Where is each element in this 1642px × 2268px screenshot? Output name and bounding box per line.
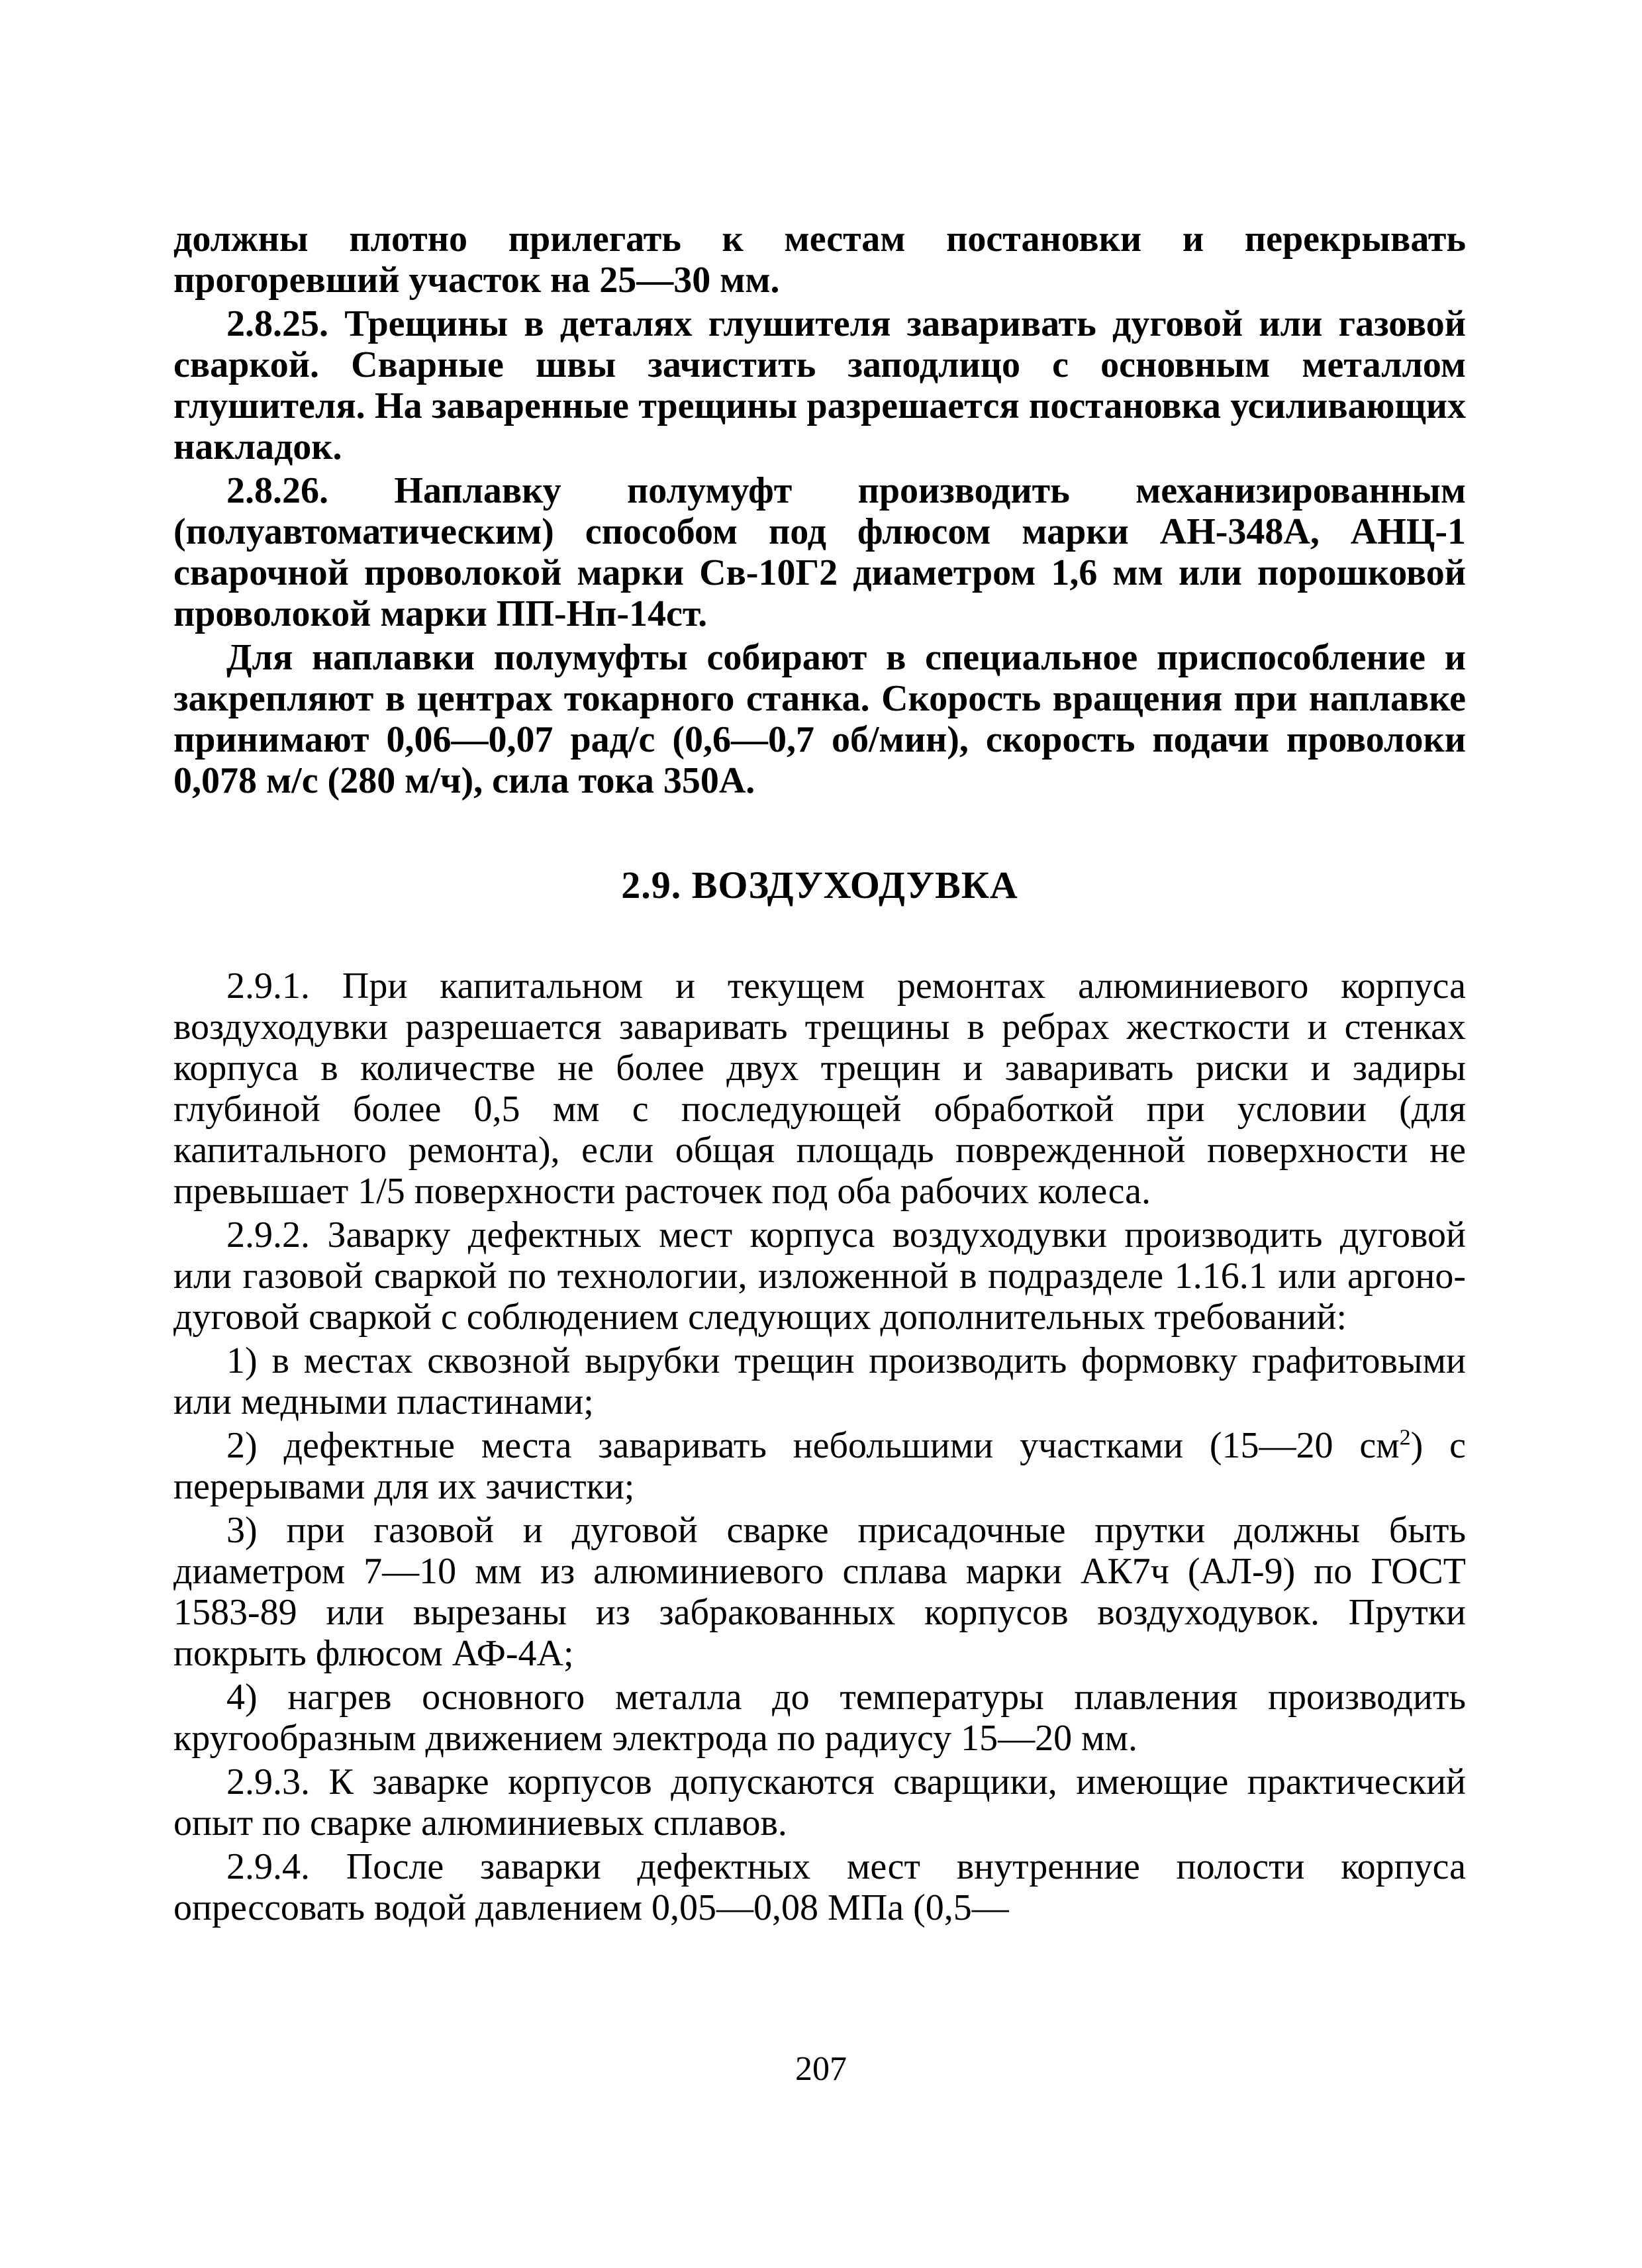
paragraph-2-8-25: 2.8.25. Трещины в деталях глушителя заваривать дуговой или газовой сваркой. Сварные швы зачистить заподлицо с основным металлом глушителя. На заваренные трещины разрешается постановка усиливающих накладок. [173,303,1466,468]
paragraph-2-8-26-continued: Для наплавки полумуфты собирают в специальное приспособление и закрепляют в центрах токарного станка. Скорость вращения при наплавке принимают 0,06—0,07 рад/с (0,6—0,7 об/мин), скорость подачи проволоки 0,078 м/с (280 м/ч), сила тока 350А. [173,637,1466,801]
superscript-2: 2 [1399,1425,1411,1450]
page-number: 207 [795,2050,847,2088]
paragraph-2-8-26: 2.8.26. Наплавку полумуфт производить механизированным (полуавтоматическим) способом под флюсом марки АН-348А, АНЦ-1 сварочной проволокой марки Св-10Г2 диаметром 1,6 мм или порошковой проволокой марки ПП-Нп-14ст. [173,470,1466,634]
paragraph-2-9-3: 2.9.3. К заварке корпусов допускаются сварщики, имеющие практический опыт по сварке алюминиевых сплавов. [173,1761,1466,1844]
paragraph-2-9-4: 2.9.4. После заварки дефектных мест внутренние полости корпуса опрессовать водой давлением 0,05—0,08 МПа (0,5— [173,1846,1466,1928]
paragraph-2-9-2: 2.9.2. Заварку дефектных мест корпуса воздуходувки производить дуговой или газовой сваркой по технологии, изложенной в подразделе 1.16.1 или аргоно-дуговой сваркой с соблюдением следующих дополнительных требований: [173,1214,1466,1338]
paragraph-2-9-1: 2.9.1. При капитальном и текущем ремонтах алюминиевого корпуса воздуходувки разрешается заваривать трещины в ребрах жесткости и стенках корпуса в количестве не более двух трещин и заваривать риски и задиры глубиной более 0,5 мм с последующей обработкой при условии (для капитального ремонта), если общая площадь поврежденной поверхности не превышает 1/5 поверхности расточек под оба рабочих колеса. [173,965,1466,1212]
list-item-2-text-b: ) с перерывами для их зачистки; [173,1425,1466,1507]
list-item-2 [173,1425,1466,1507]
paragraph-continued: должны плотно прилегать к местам постановки и перекрывать прогоревший участок на 25—30 мм. [173,219,1466,301]
list-item-4: 4) нагрев основного металла до температуры плавления производить кругообразным движением электрода по радиусу 15—20 мм. [173,1677,1466,1759]
list-item-2-text-a: 2) дефектные места заваривать небольшими участками (15—20 см [226,1425,1400,1466]
section-heading-2-9: 2.9. ВОЗДУХОДУВКА [621,863,1018,907]
page-body [173,219,1466,1931]
list-item-1: 1) в местах сквозной вырубки трещин производить формовку графитовыми или медными пластинами; [173,1340,1466,1422]
list-item-3: 3) при газовой и дуговой сварке присадочные прутки должны быть диаметром 7—10 мм из алюминиевого сплава марки АК7ч (АЛ-9) по ГОСТ 1583-89 или вырезаны из забракованных корпусов воздуходувок. Прутки покрыть флюсом АФ-4А; [173,1510,1466,1674]
